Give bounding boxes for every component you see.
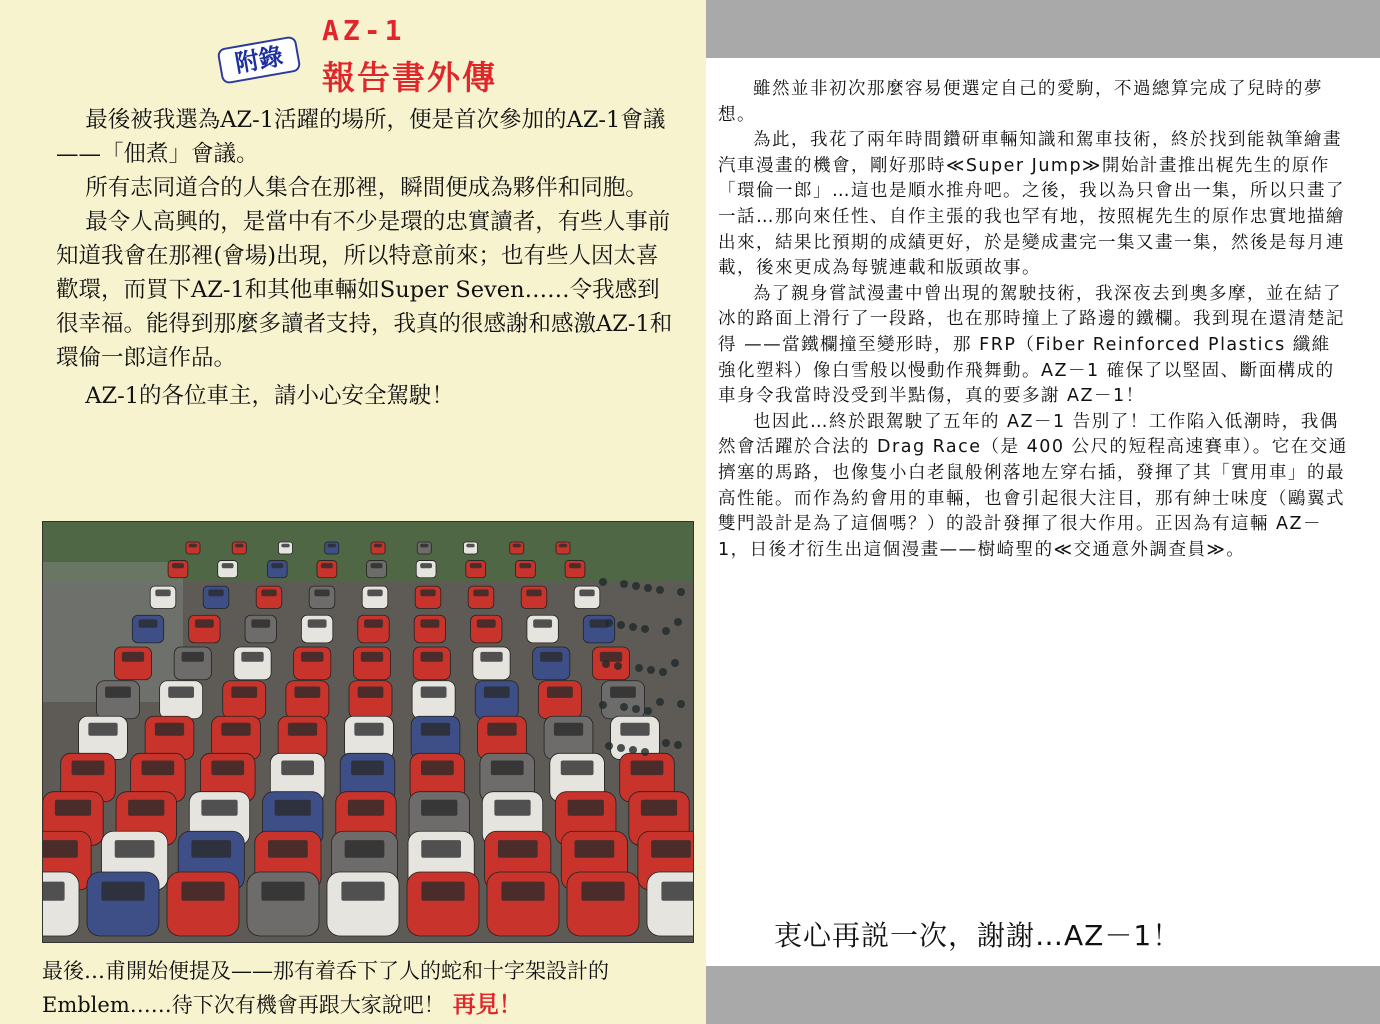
right-paragraph: 也因此…終於跟駕駛了五年的 AZ－1 告別了！工作陷入低潮時，我偶然會活躍於合法的 Drag Race（是 400 公尺的短程高速賽車）。它在交通擠塞的馬路，也像隻小白老鼠般俐落地左穿右插，發揮了其「實用車」的最高性能。而作為約會用的車輛，也會引起很大注目，那有紳士味度（鷗翼式雙門設計是為了這個嗎？）的設計發揮了很大作用。正因為有這輛 AZ－1，日後才衍生出這個漫畫——樹崎聖的≪交通意外調查員≫。 xyxy=(718,411,1348,560)
photo-caption xyxy=(42,954,706,1022)
car-shape xyxy=(150,586,176,608)
caption-farewell: 再見！ xyxy=(452,991,522,1018)
right-page xyxy=(706,0,1380,1024)
left-paragraph: 所有志同道合的人集合在那裡，瞬間便成為夥伴和同胞。 xyxy=(85,175,648,201)
car-shape xyxy=(294,647,331,680)
closing-thanks: 衷心再説一次，謝謝…AZ－1！ xyxy=(774,919,1182,952)
car-shape xyxy=(415,586,441,608)
car-shape xyxy=(247,872,319,936)
car-shape xyxy=(167,872,239,936)
left-paragraph: 最令人高興的，是當中有不少是環的忠實讀者，有些人事前知道我會在那裡(會場)出現，所以特意前來；也有些人因太喜歡環，而買下AZ-1和其他車輛如Super Seven……令我感到很幸福。能得到那麼多讀者支持，我真的很感謝和感激AZ-1和環倫一郎這作品。 xyxy=(56,209,673,371)
caption-text: 最後…甫開始便提及——那有着呑下了人的蛇和十字架設計的Emblem……待下次有機會再跟大家說吧！ xyxy=(42,959,609,1017)
car-shape xyxy=(114,647,151,680)
left-paragraph: AZ-1的各位車主，請小心安全駕駛！ xyxy=(85,383,455,409)
article-title: AZ-1 xyxy=(322,14,406,47)
car-shape xyxy=(647,872,694,936)
car-shape xyxy=(567,872,639,936)
photo-illustration xyxy=(43,522,694,943)
car-shape xyxy=(186,542,200,554)
appendix-badge: 附錄 xyxy=(216,35,301,84)
car-shape xyxy=(574,586,600,608)
car-shape xyxy=(473,647,510,680)
car-shape xyxy=(468,586,494,608)
car-shape xyxy=(353,647,390,680)
bottom-gray-band xyxy=(706,966,1380,1024)
right-body-text xyxy=(718,77,1348,563)
car-shape xyxy=(362,586,388,608)
car-shape xyxy=(417,542,431,554)
car-shape xyxy=(203,586,229,608)
car-shape xyxy=(464,542,478,554)
car-shape xyxy=(533,647,570,680)
right-paragraph: 為此，我花了兩年時間鑽研車輛知識和駕車技術，終於找到能執筆繪畫汽車漫畫的機會，剛好那時≪Super Jump≫開始計畫推出梶先生的原作「環倫一郎」…這也是順水推舟吧。之後，我以為只會出一集，所以只畫了一話…那向來任性、自作主張的我也罕有地，按照梶先生的原作忠實地描繪出來，結果比預期的成績更好，於是變成畫完一集又畫一集，然後是每月連載，後來更成為每號連載和版頭故事。 xyxy=(718,130,1345,279)
car-shape xyxy=(510,542,524,554)
parking-lot-cars-photo xyxy=(42,521,694,943)
right-paragraph: 雖然並非初次那麼容易便選定自己的愛駒，不過總算完成了兒時的夢想。 xyxy=(718,79,1323,125)
car-shape xyxy=(327,872,399,936)
car-shape xyxy=(309,586,335,608)
car-shape xyxy=(407,872,479,936)
car-shape xyxy=(43,872,79,936)
car-shape xyxy=(521,586,547,608)
car-shape xyxy=(325,542,339,554)
car-shape xyxy=(487,872,559,936)
top-gray-band xyxy=(706,0,1380,58)
car-shape xyxy=(234,647,271,680)
car-shape xyxy=(279,542,293,554)
car-shape xyxy=(413,647,450,680)
car-shape xyxy=(556,542,570,554)
right-paragraph: 為了親身嘗試漫畫中曾出現的駕駛技術，我深夜去到奧多摩，並在結了冰的路面上滑行了一段路，也在那時撞上了路邊的鐵欄。我到現在還清楚記得 ——當鐵欄撞至變形時，那 FRP（Fiber Reinforced Plastics 纖維強化塑料）像白雪般以慢動作飛舞動。AZ－1 確保了以堅固、斷面構成的車身令我當時没受到半點傷，真的要多謝 AZ－1！ xyxy=(718,283,1345,407)
left-paragraph: 最後被我選為AZ-1活躍的場所，便是首次參加的AZ-1會議——「佃煮」會議。 xyxy=(56,107,666,167)
car-shape xyxy=(592,647,629,680)
car-shape xyxy=(371,542,385,554)
car-shape xyxy=(87,872,159,936)
article-subtitle: 報告書外傳 xyxy=(322,58,497,97)
car-shape xyxy=(256,586,282,608)
car-shape xyxy=(232,542,246,554)
left-body-text xyxy=(56,103,676,413)
car-shape xyxy=(174,647,211,680)
